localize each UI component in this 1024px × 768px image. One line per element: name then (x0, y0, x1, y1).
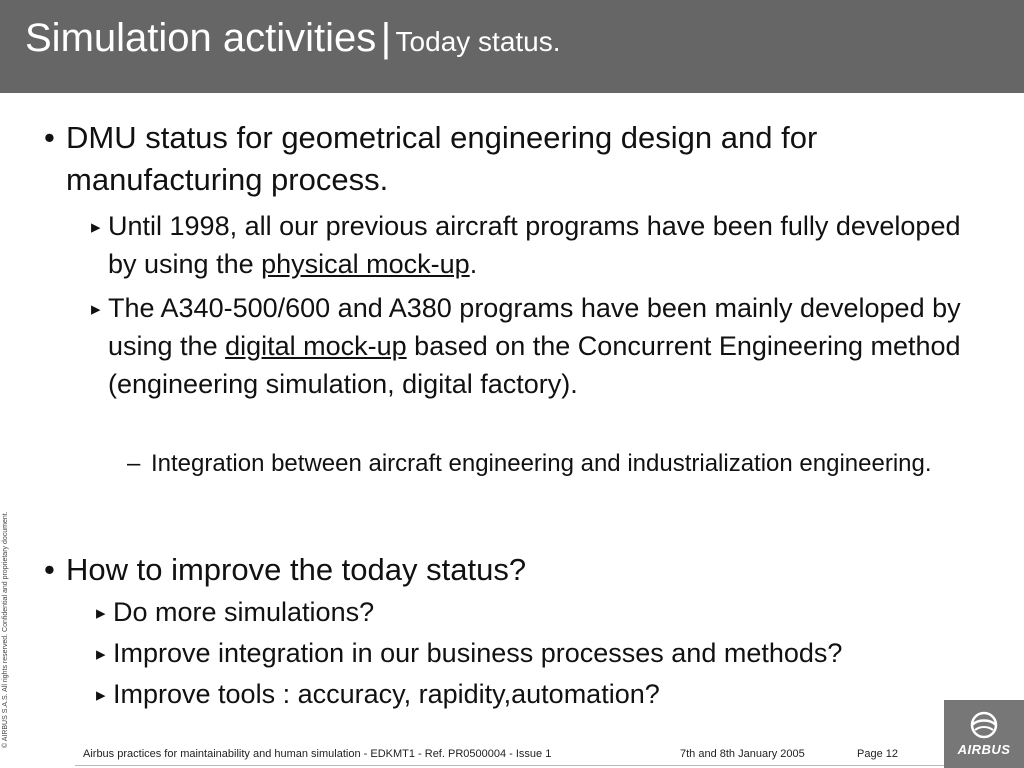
sub-bullet-digital-mockup-end: based on the Concurrent Engineering method (engineering simulation, digital factory). (108, 331, 961, 399)
airbus-emblem-icon (966, 710, 1002, 740)
bullet-dot-icon: • (44, 552, 55, 587)
sub-bullet-physical-mockup-text: Until 1998, all our previous aircraft programs have been fully developed by using the (108, 211, 961, 279)
footer-presentation-title: Airbus practices for maintainability and human simulation - EDKMT1 - Ref. PR0500004 - Issue 1 (83, 748, 552, 760)
title-subtitle: Today status. (395, 26, 561, 57)
bullet-dot-icon: • (44, 120, 55, 155)
arrow-right-icon: ▸ (96, 644, 106, 665)
title-main: Simulation activities (25, 16, 377, 60)
bullet-dmu-status-text: DMU status for geometrical engineering design and for manufacturing process. (66, 120, 818, 197)
bullet-dmu-status (44, 117, 946, 201)
arrow-right-icon: ▸ (91, 299, 101, 320)
sub-bullet-improve-integration (96, 634, 1013, 672)
arrow-right-icon: ▸ (91, 217, 101, 238)
footer-page-number: Page 12 (857, 748, 898, 760)
dash-icon: – (127, 450, 141, 477)
footer-date: 7th and 8th January 2005 (680, 748, 805, 760)
sub-bullet-more-simulations (96, 593, 983, 631)
digital-mockup-term: digital mock-up (225, 331, 407, 361)
dash-item-integration (127, 447, 951, 480)
dash-item-integration-text: Integration between aircraft engineering and industrialization engineering. (151, 450, 932, 477)
airbus-logo-text: AIRBUS (957, 742, 1011, 757)
airbus-logo (944, 700, 1024, 768)
title-separator: | (380, 16, 392, 60)
arrow-right-icon: ▸ (96, 685, 106, 706)
sub-bullet-improve-tools (96, 675, 983, 713)
sub-bullet-digital-mockup-text: The A340-500/600 and A380 programs have been mainly developed by using the (108, 293, 961, 361)
footer-divider (75, 765, 945, 766)
sub-bullet-more-simulations-text: Do more simulations? (113, 597, 375, 627)
sub-bullet-improve-integration-text: Improve integration in our business processes and methods? (113, 638, 843, 668)
sub-bullet-improve-tools-text: Improve tools : accuracy, rapidity,automation? (113, 679, 660, 709)
copyright-notice: © AIRBUS S.A.S. All rights reserved. Confidential and proprietary document. (2, 511, 9, 748)
arrow-right-icon: ▸ (96, 603, 106, 624)
sub-bullet-digital-mockup (91, 289, 978, 403)
bullet-improve-status-text: How to improve the today status? (66, 552, 527, 587)
physical-mockup-term: physical mock-up (261, 249, 470, 279)
bullet-improve-status (44, 549, 946, 591)
sub-bullet-physical-mockup (91, 207, 978, 283)
sub-bullet-physical-mockup-end: . (469, 249, 478, 279)
